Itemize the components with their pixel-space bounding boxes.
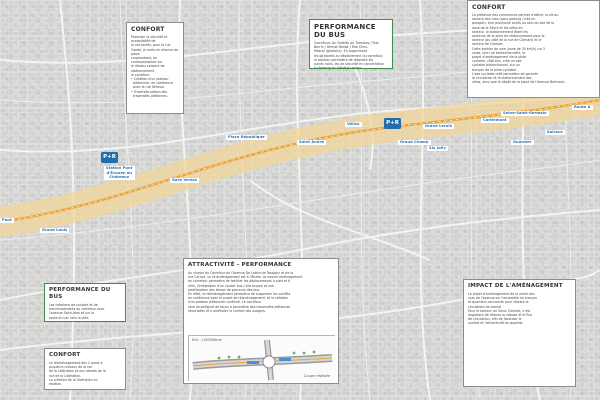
performance-title: PERFORMANCE DU BUS: [314, 23, 376, 39]
impact-callout: [463, 279, 576, 387]
performance-callout-left: [44, 283, 126, 322]
intersection-plan: [188, 335, 335, 381]
impact-body: Le projet d'aménagement de la voirie des rues de l'avenue sur l'ensemble du tronçon et quartiers concernés pour réduire la circulation de transit. Pour le secteur du Vieux Clamart, il est important de réduire la vitesse et le flux de circulation, afin de favoriser le confort et l'attractivité du quartier.: [468, 292, 538, 326]
station-label-velizy: Vélizy: [347, 122, 360, 127]
station-label-station-pont-chateaux: Station Pont d'Écouen en Châteaux: [106, 166, 133, 180]
confort-body: Favoriser la sécurité et accessibilité de la rue Jaurès, pour la rue Combi, je mets en réserve de place surplombant, en correspondance sur le réseau existant de stationnement le carrefour. • Création d'un plateau piétonnier, en cohérence avec la rue Sérieux. • Traversée piéton des traversées piétonnes.: [131, 35, 179, 98]
station-label-six-jolly: Six Jolly: [429, 146, 446, 151]
station-label-cartiemont: Cartiemont: [483, 118, 507, 123]
station-label-gare-vertes: Gare Vertes: [172, 178, 198, 183]
confort-title-right: CONFORT: [472, 4, 506, 11]
confort-body-right: La présence des commerces permet d'attirer la vie au secteur des rues (sans parking / très en parapet). Une prochaine accès au sein du site de la zone de la Sèvre et les vélos en secteur, le stationnement étant les secteurs de la zone de stationnement pour le secteur (du côté de la rue de Clamart) et le secteur de Clamart. Cette section de voie (zone de 30 km/h) sur 2 voies, une rue bidirectionnelle, le projet d'aménagement de la piste cyclable, côté bus, crée un axe cyclable bidirectionnel, sur un tronçon de la piste cyclable. L'axe cyclable créé permettra de garantir la circulation et le stationnement des vélos, ainsi que le dépôt de la place de l'Avenue Bertrand.: [472, 13, 565, 85]
station-label-place-republique: Place République: [228, 135, 265, 140]
performance-left-title: PERFORMANCE DU BUS: [49, 287, 111, 300]
station-label-guardier: Guardier: [513, 140, 532, 145]
park-ride-badge-2: P+R: [384, 118, 401, 129]
confort-callout-bottom-left: [44, 348, 126, 390]
park-ride-badge-1: P+R: [101, 152, 118, 163]
station-label-grand-champ: Grand Champ: [400, 140, 429, 145]
attractivite-callout: [183, 258, 339, 384]
station-label-pont: Pont: [2, 218, 12, 223]
performance-left-body: Les créations de couloirs et de franchissements au carrefour avec l'avenue Saint-Jean et sur la route du Lac vers la ville.: [49, 303, 105, 320]
plan-detail-label: Coupe réalisée: [303, 373, 330, 378]
station-label-seine-saint-germain: Seine-Saint-Germain: [503, 111, 547, 116]
confort-bottom-title: CONFORT: [49, 352, 81, 358]
attractivite-body: Au niveau du Carrefour de l'Avenue De Lattre de Tassigny et de la rue Carnot, un ré-aménagement est à l'étude. Le nouvel aménagement du carrefour permettra de faciliter les déplacements à pied et à vélo, l'intégration d'un couloir bus / site propre et une amélioration des temps de parcours des bus. En effet, le réaménagement permettra de supprimer les conflits en cohérence avec le projet de réaménagement, et la création d'un plateau piétonnier surélevé. Le carrefour sera reconfiguré de façon à permettre des traversées piétonnes sécurisées et à améliorer le confort des usagers.: [188, 271, 303, 313]
station-label-grand-louis: Grand Louis: [42, 228, 68, 233]
confort-callout-top-right: [467, 0, 600, 98]
performance-callout-top: [309, 19, 393, 69]
station-label-grand-lerois: Grand Lerois: [425, 124, 453, 129]
station-label-saint-andre: Saint André: [299, 140, 324, 145]
station-label-route-a: Route A: [574, 105, 591, 110]
attractivite-title: ATTRACTIVITÉ - PERFORMANCE: [188, 262, 292, 268]
confort-bottom-body: Le réaménagement des 2 quais à plusieurs niveaux de la rue de la Libération et aux abords de la rue de la Libération. La création de la Libération en relation.: [49, 361, 106, 387]
performance-body: Carrefours Av. Dalbiès au Tramway / Rue Berrin / Hernot-Raillot / Rue Chris- Mistral (giratoire). En supprimant les giratoires au déplacement du carrefour, la solution permettra de résoudre les points noirs, les de sécurité en concertation à l'Avenue du Général Leclerc.: [314, 41, 385, 69]
station-label-solrace: Solrace: [547, 130, 563, 135]
confort-callout-top-left: [126, 22, 184, 114]
confort-title: CONFORT: [131, 26, 165, 33]
impact-title: IMPACT DE L'AMÉNAGEMENT: [468, 283, 563, 289]
plan-scale-label: Éch : 1/2000ème: [192, 338, 222, 342]
